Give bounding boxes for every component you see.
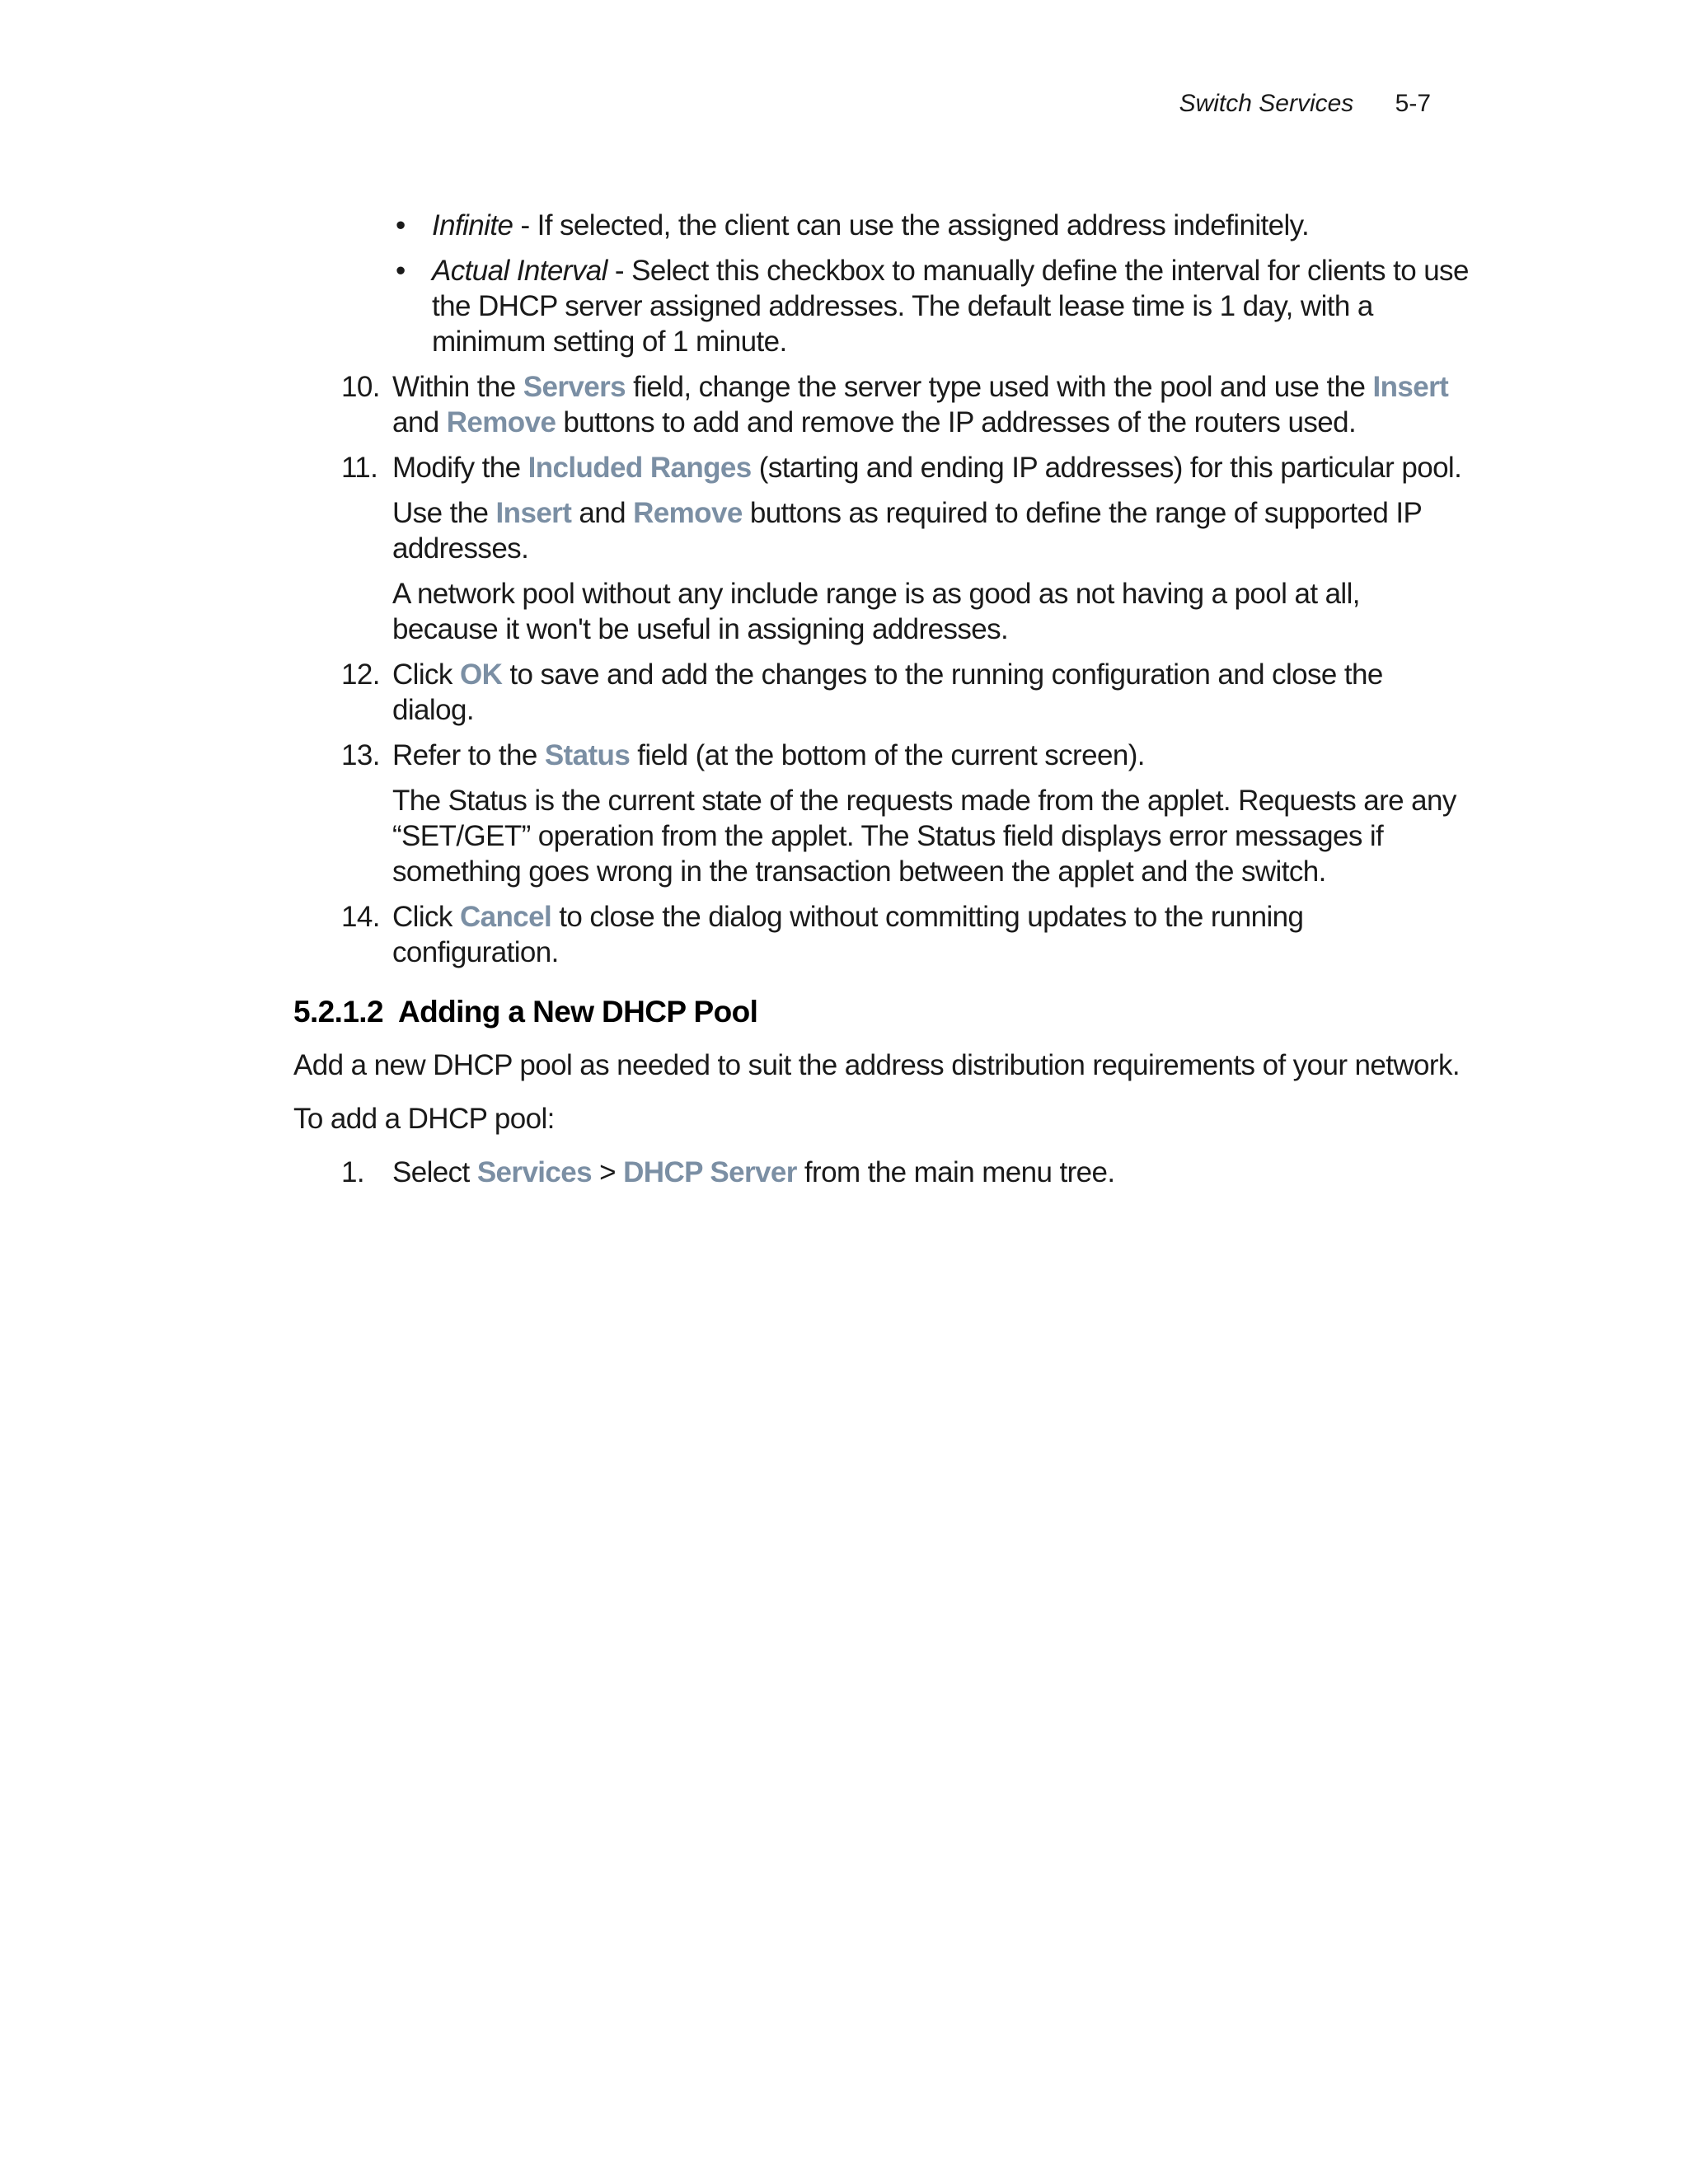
page-content <box>293 208 1469 1200</box>
step-14 <box>293 899 1469 970</box>
step-text <box>392 657 1469 728</box>
section-number: 5.2.1.2 <box>293 995 383 1029</box>
ui-term-insert: Insert <box>495 497 572 529</box>
text-run: buttons to add and remove the IP addresses of the routers used. <box>556 406 1357 438</box>
step-10 <box>293 369 1469 440</box>
bullet-term: Infinite <box>432 209 513 241</box>
new-pool-steps <box>293 1155 1469 1190</box>
text-run: Within the <box>392 371 523 403</box>
text-run: Click <box>392 658 460 691</box>
text-run: field (at the bottom of the current screen). <box>630 739 1145 771</box>
text-run: Refer to the <box>392 739 545 771</box>
ui-term-included-ranges: Included Ranges <box>528 452 752 484</box>
step-number: 11. <box>341 452 378 484</box>
text-run: to save and add the changes to the running configuration and close the dialog. <box>392 658 1383 726</box>
step-text <box>392 450 1469 485</box>
ui-term-insert: Insert <box>1372 371 1449 403</box>
header-page-number: 5-7 <box>1395 90 1431 117</box>
text-run: (starting and ending IP addresses) for this particular pool. <box>751 452 1462 484</box>
bullet-text: - If selected, the client can use the assigned address indefinitely. <box>513 209 1310 241</box>
step-number: 10. <box>341 371 380 403</box>
text-run: > <box>592 1156 624 1188</box>
procedure-lead: To add a DHCP pool: <box>293 1103 555 1135</box>
step-text <box>392 899 1469 970</box>
step-text <box>392 738 1469 773</box>
step-text <box>392 1155 1469 1190</box>
step-note: The Status is the current state of the requests made from the applet. Requests are any “SET/GET” operation from the applet. The Status field displays error messages if something goes wrong in the transaction between the applet and the switch. <box>392 785 1456 888</box>
step-12 <box>293 657 1469 728</box>
lease-option-list <box>293 208 1469 359</box>
bullet-infinite <box>432 208 1469 243</box>
text-run: Modify the <box>392 452 528 484</box>
ui-term-status: Status <box>544 739 631 771</box>
ui-term-dhcp-server: DHCP Server <box>623 1156 797 1188</box>
header-section-name: Switch Services <box>1179 90 1354 117</box>
step-note: A network pool without any include range is as good as not having a pool at all, because it won't be useful in assigning addresses. <box>392 578 1360 645</box>
ui-term-cancel: Cancel <box>459 901 552 933</box>
step-number: 13. <box>341 739 380 771</box>
step-number: 12. <box>341 658 380 691</box>
section-heading <box>293 993 1469 1031</box>
text-run: and <box>571 497 634 529</box>
step-1 <box>293 1155 1469 1190</box>
step-number: 1. <box>341 1156 364 1188</box>
bullet-term: Actual Interval <box>432 255 607 287</box>
ui-term-remove: Remove <box>633 497 743 529</box>
text-run: buttons as required to define the range of supported IP addresses. <box>392 497 1422 565</box>
ui-term-ok: OK <box>459 658 503 691</box>
step-text <box>392 369 1469 440</box>
text-run: Use the <box>392 497 496 529</box>
step-11 <box>293 450 1469 647</box>
section-title: Adding a New DHCP Pool <box>397 995 758 1029</box>
text-run: and <box>392 406 447 438</box>
ui-term-servers: Servers <box>523 371 626 403</box>
text-run: field, change the server type used with the pool and use the <box>626 371 1373 403</box>
text-run: Select <box>392 1156 477 1188</box>
running-header <box>1179 87 1431 120</box>
ui-term-services: Services <box>476 1156 593 1188</box>
step-number: 14. <box>341 901 380 933</box>
step-13 <box>293 738 1469 889</box>
bullet-text: - Select this checkbox to manually define the interval for clients to use the DHCP server assigned addresses. The default lease time is 1 day, with a minimum setting of 1 minute. <box>432 255 1469 358</box>
text-run: from the main menu tree. <box>796 1156 1115 1188</box>
bullet-actual-interval <box>432 253 1469 359</box>
text-run: Click <box>392 901 460 933</box>
text-run: to close the dialog without committing updates to the running configuration. <box>392 901 1304 968</box>
procedure-steps <box>293 369 1469 970</box>
ui-term-remove: Remove <box>446 406 556 438</box>
section-intro: Add a new DHCP pool as needed to suit the address distribution requirements of your network. <box>293 1049 1460 1081</box>
step-detail <box>392 495 1469 566</box>
